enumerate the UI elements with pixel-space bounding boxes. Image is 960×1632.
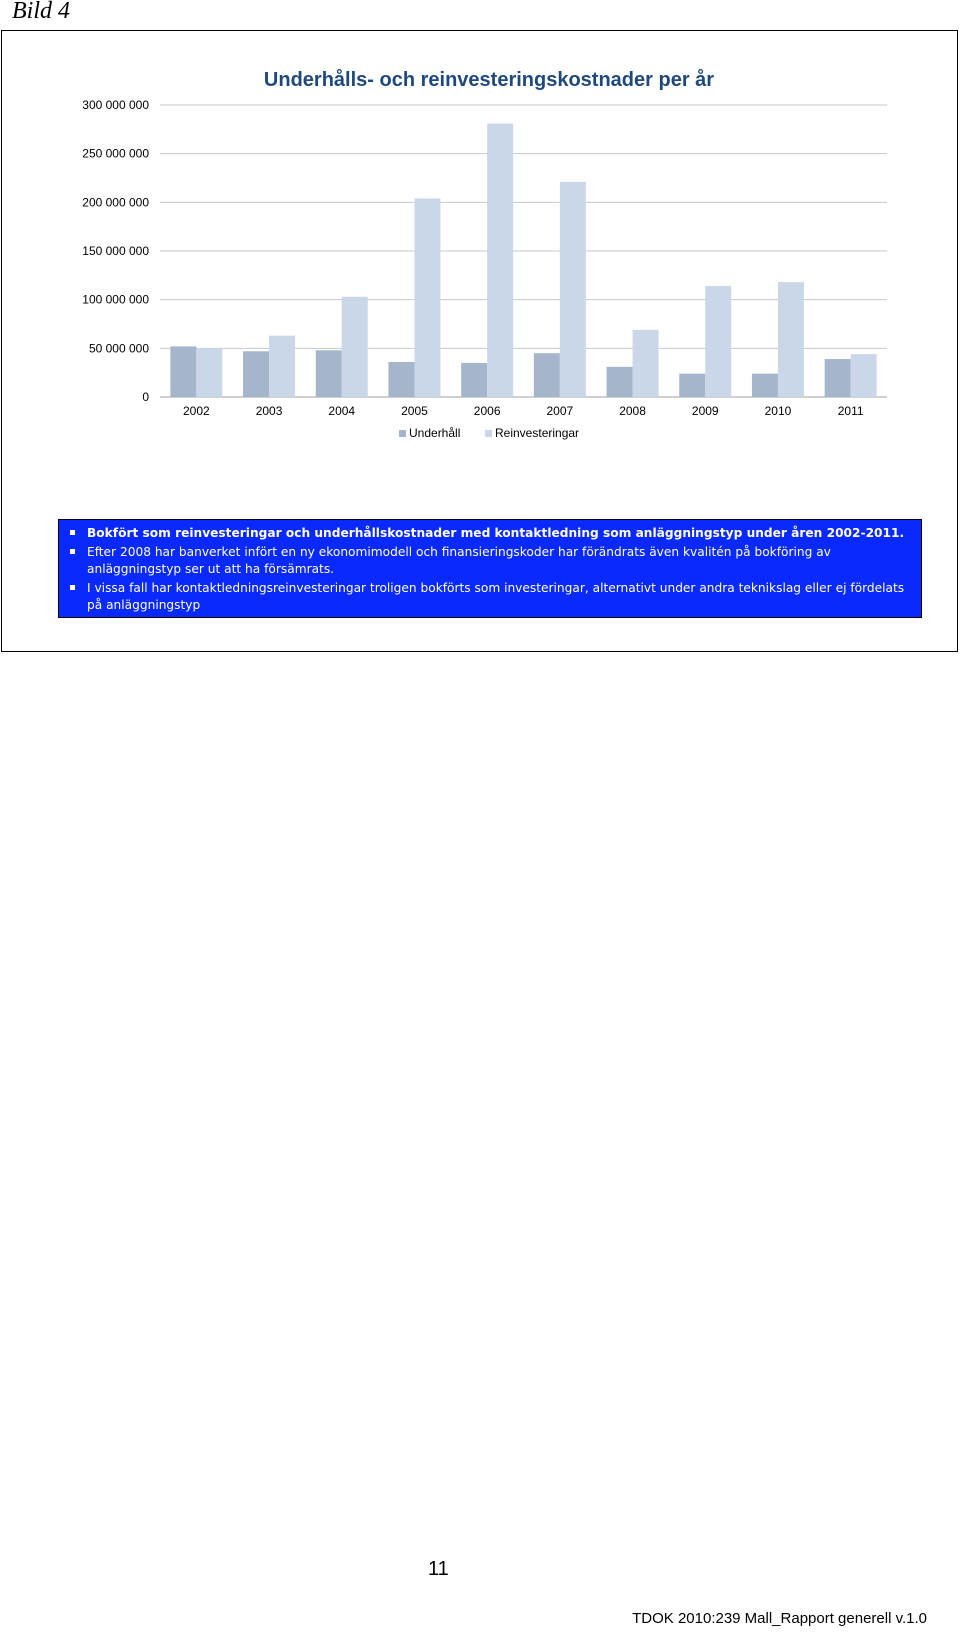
bar-underhall	[534, 353, 560, 397]
bar-chart	[2, 31, 957, 491]
bars	[170, 123, 876, 397]
bar-reinvesteringar	[560, 182, 586, 397]
figure-label: Bild 4	[12, 0, 70, 24]
x-tick-label: 2009	[691, 404, 719, 418]
y-tick-label: 250 000 000	[82, 146, 149, 161]
chart-title: Underhålls- och reinvesteringskostnader per år	[263, 69, 715, 91]
page-number: 11	[428, 1558, 449, 1580]
bullet-icon	[70, 530, 75, 535]
x-tick-label: 2004	[328, 404, 356, 418]
bar-reinvesteringar	[414, 198, 440, 397]
bar-underhall	[752, 374, 778, 397]
x-axis-ticks	[183, 404, 864, 418]
bullet-icon	[70, 549, 75, 554]
x-tick-label: 2003	[255, 404, 283, 418]
bar-underhall	[388, 362, 414, 397]
y-tick-label: 0	[142, 390, 149, 404]
x-tick-label: 2011	[837, 404, 864, 418]
y-tick-label: 300 000 000	[82, 98, 149, 112]
bar-reinvesteringar	[851, 354, 877, 397]
bar-reinvesteringar	[633, 330, 659, 397]
x-tick-label: 2010	[764, 404, 792, 418]
x-tick-label: 2008	[619, 404, 646, 418]
x-tick-label: 2007	[546, 404, 574, 418]
note-item	[87, 544, 913, 579]
document-footer: TDOK 2010:239 Mall_Rapport generell v.1.0	[632, 1610, 927, 1627]
bar-underhall	[461, 363, 487, 397]
legend	[399, 426, 579, 440]
note-item	[87, 580, 913, 615]
bar-reinvesteringar	[196, 348, 222, 397]
legend-swatch	[399, 430, 406, 437]
legend-label: Reinvesteringar	[495, 426, 580, 440]
legend-swatch	[485, 430, 492, 437]
bar-underhall	[607, 367, 633, 397]
y-tick-label: 200 000 000	[82, 195, 149, 210]
x-tick-label: 2006	[473, 404, 501, 418]
notes-box	[58, 519, 922, 618]
bar-reinvesteringar	[778, 282, 804, 397]
bullet-icon	[70, 585, 75, 590]
y-tick-label: 50 000 000	[88, 341, 149, 356]
bar-underhall	[316, 350, 342, 397]
y-axis-ticks	[82, 98, 149, 404]
bar-underhall	[243, 351, 269, 397]
y-tick-label: 100 000 000	[82, 292, 149, 307]
note-item	[87, 525, 913, 543]
note-text: I vissa fall har kontaktledningsreinvesteringar troligen bokförts som investeringar, alternativt under andra teknikslag eller ej fördelats på anläggningstyp	[87, 580, 905, 612]
x-tick-label: 2005	[401, 404, 428, 418]
bar-underhall	[170, 346, 196, 397]
legend-label: Underhåll	[409, 426, 461, 440]
bar-underhall	[679, 374, 705, 397]
y-tick-label: 150 000 000	[82, 244, 149, 258]
note-text: Efter 2008 har banverket infört en ny ekonomimodell och finansieringskoder har förändrats även kvalitén på bokföring av anläggningstyp ser ut att ha försämrats.	[87, 544, 831, 576]
bar-underhall	[825, 359, 851, 397]
chart-frame	[1, 30, 958, 652]
bar-reinvesteringar	[705, 286, 731, 397]
bar-reinvesteringar	[342, 297, 368, 397]
bar-reinvesteringar	[487, 123, 513, 397]
bar-reinvesteringar	[269, 336, 295, 397]
x-tick-label: 2002	[182, 404, 210, 418]
note-text: Bokfört som reinvesteringar och underhållskostnader med kontaktledning som anläggningstyp under åren 2002-2011.	[87, 526, 905, 540]
